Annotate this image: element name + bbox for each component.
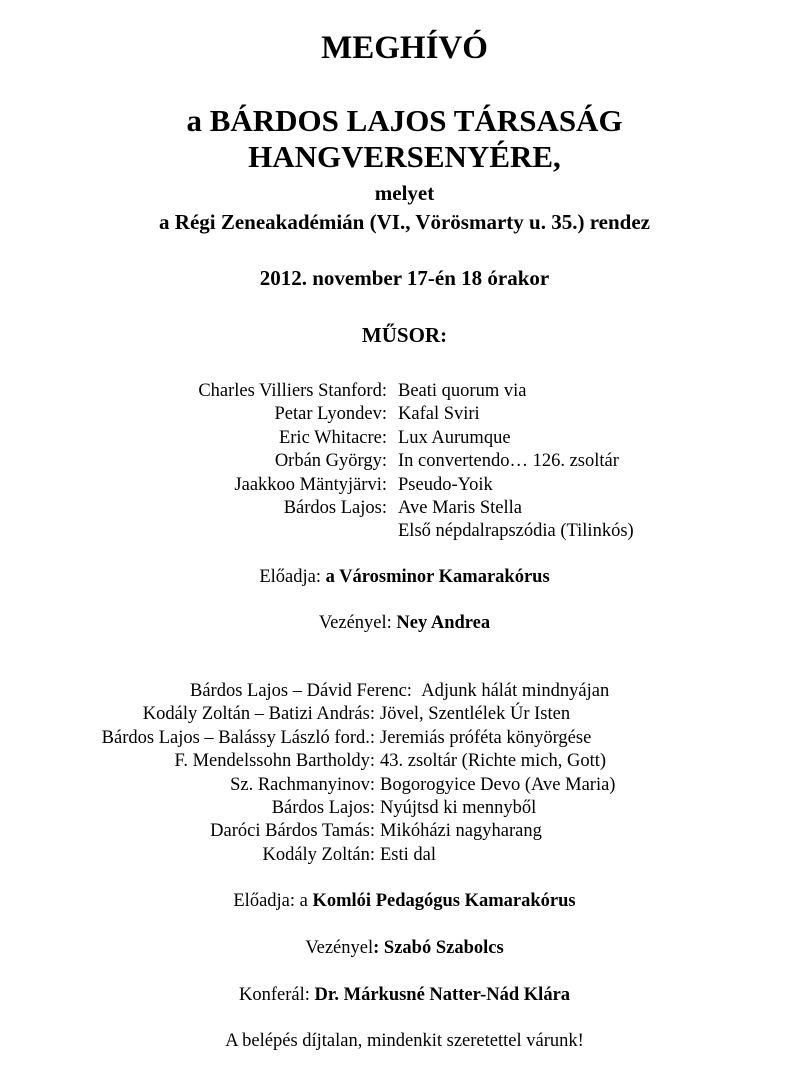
composer: Bárdos Lajos – Dávid Ferenc:	[190, 681, 412, 701]
work-title: In convertendo… 126. zsoltár	[398, 451, 619, 472]
host-name: Dr. Márkusné Natter-Nád Klára	[314, 985, 571, 1005]
work-title: Első népdalrapszódia (Tilinkós)	[398, 521, 634, 542]
performer-label: Előadja: a	[233, 891, 308, 911]
composer: Petar Lyondev:	[274, 404, 387, 425]
performer-line-1	[0, 565, 809, 589]
work-title: Mikóházi nagyharang	[380, 821, 542, 842]
work-title: Bogorogyice Devo (Ave Maria)	[380, 774, 616, 795]
composer: Charles Villiers Stanford:	[198, 381, 387, 401]
work-title: Kafal Sviri	[398, 404, 480, 425]
composer: Eric Whitacre:	[278, 427, 387, 448]
invitation-title: MEGHÍVÓ	[321, 30, 488, 66]
composer: Daróci Bárdos Tamás:	[210, 821, 375, 842]
concert-heading: HANGVERSENYÉRE,	[248, 139, 561, 174]
performer-name: a Városminor Kamarakórus	[325, 567, 550, 587]
work-title: Adjunk hálát mindnyájan	[421, 681, 610, 701]
composer: Jaakkoo Mäntyjärvi:	[234, 474, 387, 495]
work-title: 43. zsoltár (Richte mich, Gott)	[380, 751, 607, 772]
work-title: Esti dal	[380, 844, 437, 865]
conductor-name: : Szabó Szabolcs	[373, 938, 504, 958]
composer: Kodály Zoltán – Batizi András:	[142, 704, 375, 725]
composer: Bárdos Lajos – Balássy László ford.:	[101, 727, 375, 748]
composer: F. Mendelssohn Bartholdy:	[174, 751, 375, 772]
work-title: Nyújtsd ki mennyből	[380, 798, 537, 818]
work-title: Ave Maris Stella	[398, 498, 522, 518]
conductor-label: Vezényel	[305, 938, 374, 958]
work-title: Lux Aurumque	[398, 427, 511, 448]
work-title: Jövel, Szentlélek Úr Isten	[380, 704, 571, 725]
society-name: a BÁRDOS LAJOS TÁRSASÁG	[186, 103, 623, 138]
venue-line: a Régi Zeneakadémián (VI., Vörösmarty u. 35.) rendez	[159, 210, 650, 234]
composer: Kodály Zoltán:	[262, 844, 375, 865]
composer-and-work	[190, 680, 609, 703]
performer-name: Komlói Pedagógus Kamarakórus	[312, 891, 576, 911]
work-title: Jeremiás próféta könyörgése	[380, 727, 592, 748]
work-title: Beati quorum via	[398, 381, 527, 401]
composer: Bárdos Lajos:	[283, 498, 387, 518]
melyet-line: melyet	[374, 181, 435, 205]
performer-line-2	[0, 889, 809, 913]
performer-label: Előadja:	[259, 567, 321, 587]
conductor-name: Ney Andrea	[396, 613, 491, 633]
conductor-line-2	[0, 936, 809, 960]
conductor-label: Vezényel:	[318, 613, 392, 633]
work-title: Pseudo-Yoik	[398, 474, 493, 495]
host-label: Konferál:	[238, 985, 310, 1005]
host-line	[0, 983, 809, 1007]
closing-note: A belépés díjtalan, mindenkit szeretettel várunk!	[225, 1031, 584, 1051]
program-heading: MŰSOR:	[361, 323, 448, 347]
composer: Bárdos Lajos:	[271, 798, 375, 818]
conductor-line-1	[0, 611, 809, 635]
event-date: 2012. november 17-én 18 órakor	[259, 266, 550, 290]
composer: Orbán György:	[274, 451, 387, 472]
composer: Sz. Rachmanyinov:	[230, 774, 375, 795]
